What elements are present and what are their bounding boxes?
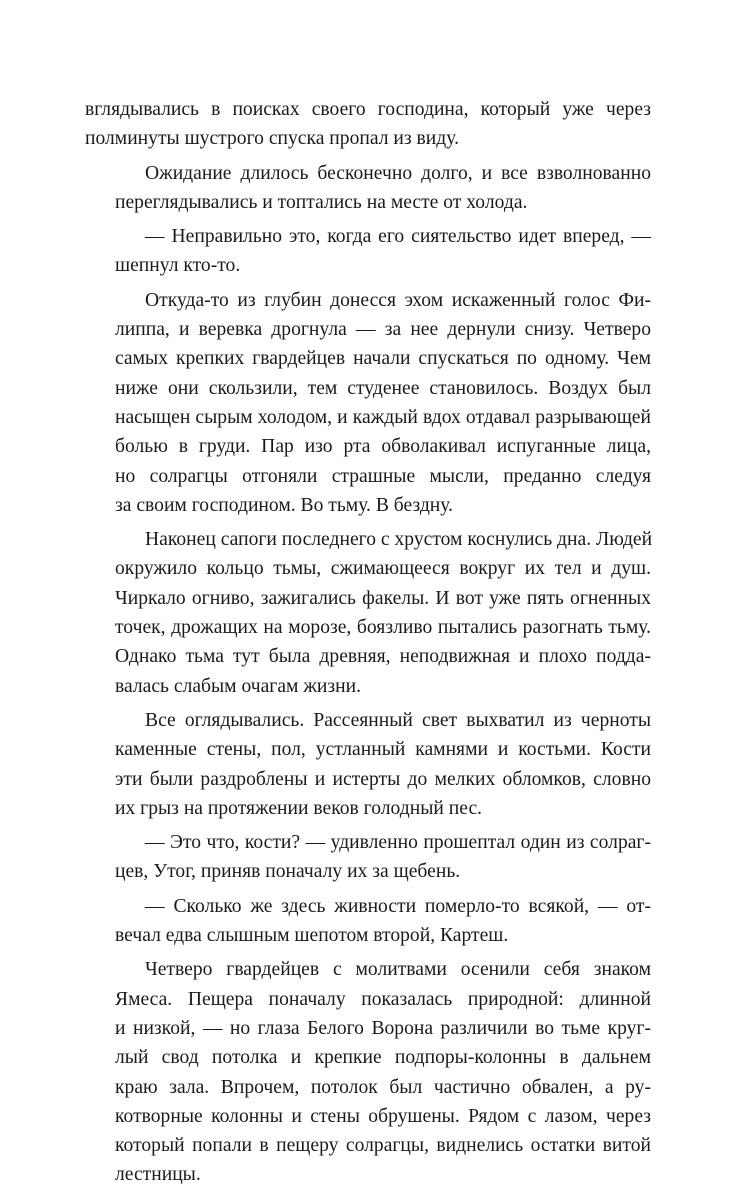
text-line: краю зала. Впрочем, потолок был частично обвален, а ру- [115, 1076, 651, 1098]
text-line: ниже они скользили, тем студенее становилось. Воздух был [115, 377, 651, 399]
text-line: Чиркало огниво, зажигались факелы. И вот уже пять огненных [115, 587, 651, 609]
text-line: липпа, и веревка дрогнула — за нее дернули снизу. Четверо [115, 319, 651, 341]
text-line: Откуда-то из глубин донесся эхом искаженный голос Фи- [145, 289, 651, 311]
text-line: — Сколько же здесь живности померло-то всякой, — от- [145, 895, 651, 917]
text-line: Все оглядывались. Рассеянный свет выхватил из черноты [145, 709, 651, 731]
text-line: насыщен сырым холодом, и каждый вдох отдавал разрывающей [115, 406, 651, 428]
text-line: самых крепких гвардейцев начали спускаться по одному. Чем [115, 348, 651, 370]
paragraph [85, 525, 651, 701]
text-line: болью в груди. Пар изо рта обволакивал испуганные лица, [115, 436, 651, 458]
paragraph [85, 286, 651, 520]
text-line: — Это что, кости? — удивленно прошептал один из солраг- [145, 832, 651, 854]
text-line: — Неправильно это, когда его сиятельство идет вперед, — [145, 226, 651, 248]
text-line: переглядывались и топтались на месте от холода. [115, 191, 528, 213]
text-line: Ямеса. Пещера поначалу показалась природной: длинной [115, 988, 651, 1010]
text-line: точек, дрожащих на морозе, боязливо пытались разогнать тьму. [115, 617, 651, 639]
text-line: который попали в пещеру солрагцы, виднелись остатки витой [115, 1135, 651, 1157]
text-line: вглядывались в поисках своего господина, который уже через [85, 99, 651, 120]
text-line: Однако тьма тут была древняя, неподвижная и плохо подда- [115, 646, 651, 668]
text-line: каменные стены, пол, устланный камнями и костьми. Кости [115, 739, 651, 761]
paragraph [85, 955, 651, 1189]
text-line: котворные колонны и стены обрушены. Рядом с лазом, через [115, 1105, 651, 1127]
text-line: вечал едва слышным шепотом второй, Картеш. [115, 925, 509, 947]
text-line: Ожидание длилось бесконечно долго, и все взволнованно [145, 162, 651, 184]
text-line: валась слабым очагам жизни. [115, 675, 361, 697]
paragraph [85, 222, 651, 281]
text-line: за своим господином. Во тьму. В бездну. [115, 494, 454, 516]
paragraph [85, 706, 651, 823]
paragraph [85, 95, 651, 154]
text-flow [85, 95, 651, 1190]
text-line: лестницы. [115, 1164, 201, 1186]
text-line: но солрагцы отгоняли страшные мысли, преданно следуя [115, 465, 651, 487]
text-line: их грыз на протяжении веков голодный пес. [115, 797, 483, 819]
text-line: Четверо гвардейцев с молитвами осенили себя знаком [145, 959, 651, 981]
text-line: шепнул кто-то. [115, 255, 241, 277]
page-body [85, 95, 651, 1195]
text-line: и низкой, — но глаза Белого Ворона различили во тьме круг- [115, 1017, 651, 1039]
text-line: полминуты шустрого спуска пропал из виду. [85, 128, 459, 150]
text-line: окружило кольцо тьмы, сжимающееся вокруг их тел и душ. [115, 558, 651, 580]
text-line: цев, Утог, приняв поначалу их за щебень. [115, 861, 461, 883]
text-line: эти были раздроблены и истерты до мелких обломков, словно [115, 768, 651, 790]
paragraph [85, 828, 651, 887]
paragraph [85, 159, 651, 218]
text-line: лый свод потолка и крепкие подпоры-колонны в дальнем [115, 1047, 651, 1069]
paragraph [85, 892, 651, 951]
text-line: Наконец сапоги последнего с хрустом коснулись дна. Людей [145, 529, 653, 551]
